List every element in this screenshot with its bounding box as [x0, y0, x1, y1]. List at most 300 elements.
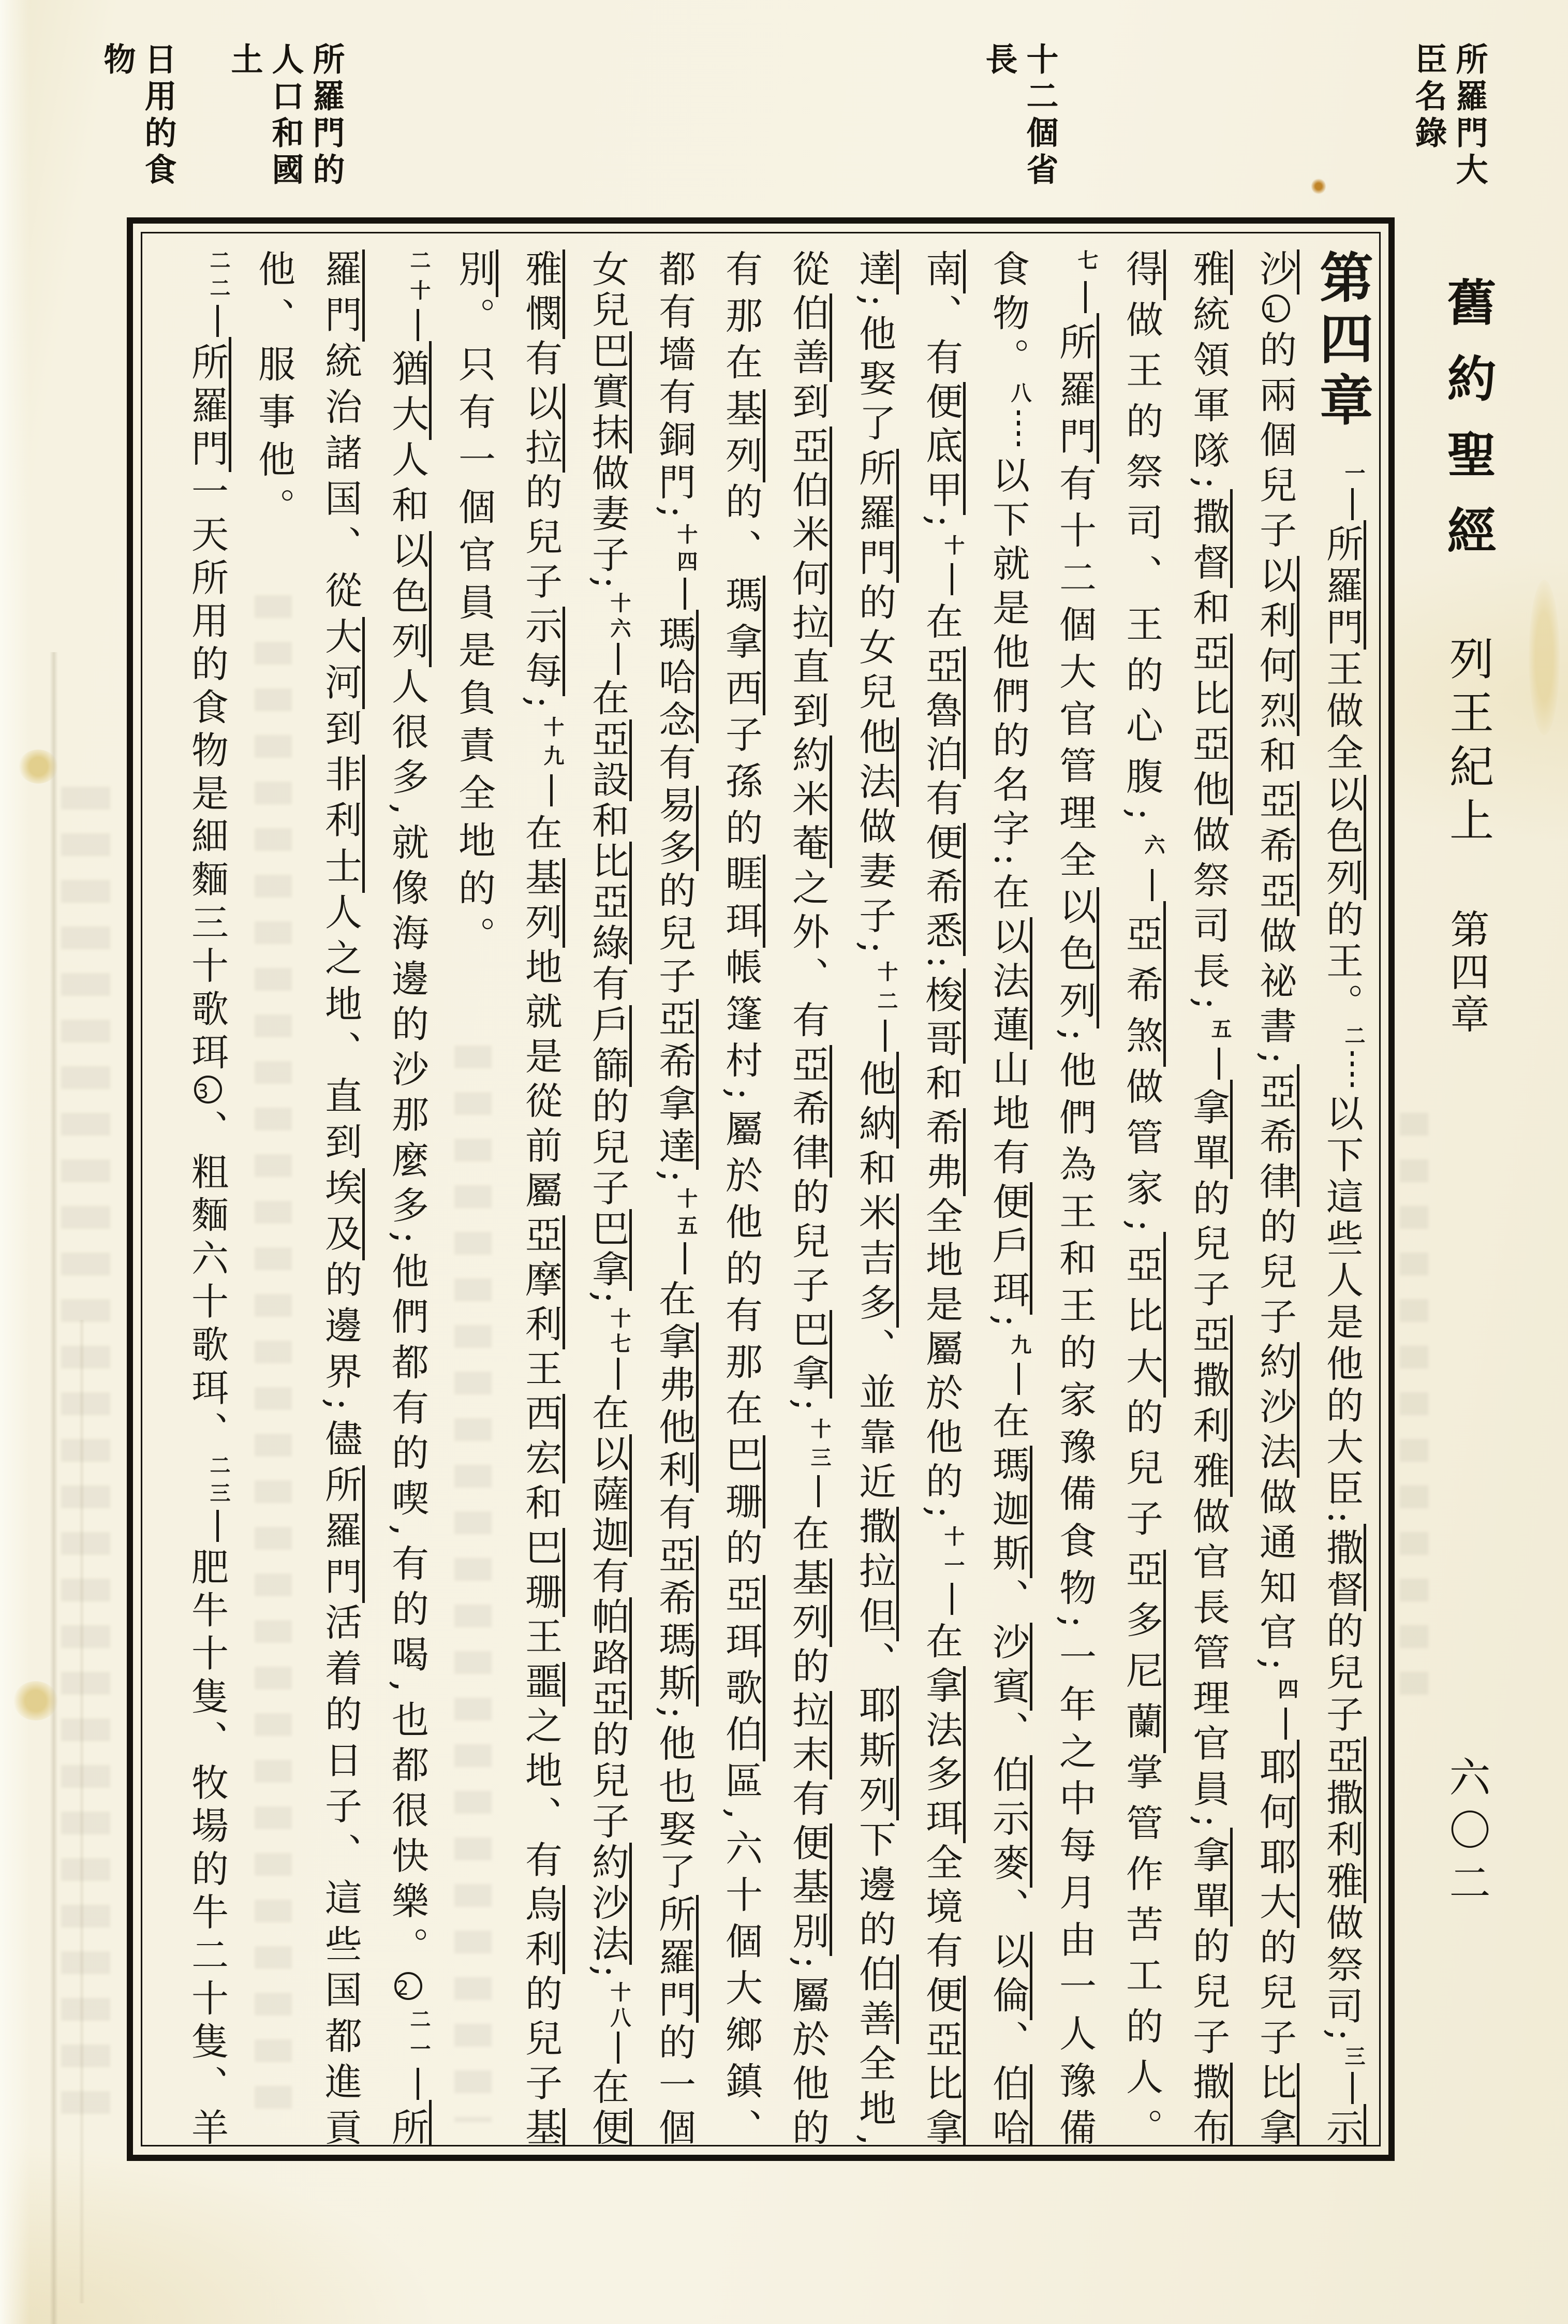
- text-column: [519, 249, 565, 2146]
- verse-numeral: 七: [1074, 249, 1099, 281]
- proper-name: 非利士: [319, 755, 365, 892]
- verse-number: [1198, 1010, 1241, 1080]
- proper-name: 別: [452, 249, 498, 297]
- text-run: 的: [719, 1528, 763, 1575]
- text-run: ;屬於他的: [786, 1956, 830, 2146]
- text-run: 在: [920, 1614, 963, 1666]
- verse-number: [597, 589, 641, 675]
- text-run: 有: [586, 964, 629, 1006]
- text-run: 他、服事他。: [252, 249, 295, 535]
- proper-name: 亞希煞: [1120, 901, 1166, 1067]
- text-run: 有: [653, 1493, 696, 1536]
- ghost-strip: [61, 787, 110, 2122]
- verse-marker-tail: [1284, 1708, 1287, 1740]
- spine-crease: [50, 652, 58, 2324]
- text-column: [853, 249, 898, 2146]
- verse-marker-tail: [684, 578, 686, 610]
- proper-name: 所羅門: [319, 1465, 365, 1603]
- verse-numeral: 九: [1008, 1327, 1032, 1363]
- proper-name: 沙賓: [986, 1623, 1032, 1711]
- text-run: ;: [519, 696, 563, 709]
- margin-note-column: 臣名錄: [1410, 42, 1447, 153]
- text-run: 做妻子;: [853, 806, 896, 954]
- text-run: 、有: [920, 293, 963, 383]
- margin-note-column: 人口和國: [267, 42, 304, 189]
- verse-numeral: 二十: [407, 249, 431, 310]
- proper-name: 約沙法: [1253, 1342, 1299, 1477]
- proper-name: 羅門: [319, 249, 365, 342]
- verse-number: [397, 2000, 440, 2100]
- proper-name: 噩: [519, 1662, 565, 1707]
- text-run: 的王。: [1320, 900, 1364, 1025]
- proper-name: 亞設: [586, 719, 632, 801]
- verse-number: [597, 1304, 641, 1390]
- verse-marker-tail: [617, 2032, 619, 2064]
- proper-name: 基列: [519, 858, 565, 948]
- proper-name: 以利何烈: [1253, 556, 1299, 736]
- verse-number: [864, 953, 908, 1051]
- verse-number: [664, 1182, 707, 1274]
- spine-crease: [79, 1320, 85, 2303]
- proper-name: 便基別: [786, 1823, 832, 1956]
- text-run: 的邊界;儘: [319, 1260, 362, 1465]
- verse-number: [197, 1454, 240, 1542]
- margin-note-population: [221, 42, 344, 189]
- text-run: 王做全: [1320, 650, 1364, 775]
- proper-name: 巴實抹: [586, 331, 632, 454]
- text-column: [1120, 249, 1165, 2146]
- proper-name: 亞希律: [786, 1045, 832, 1178]
- text-run: 在: [586, 2064, 629, 2109]
- text-run: 統治諸国、從: [319, 341, 362, 617]
- proper-name: 巴珊: [719, 1435, 765, 1528]
- verse-numeral: 二二: [206, 249, 231, 305]
- proper-name: 雅: [1187, 249, 1233, 295]
- text-run: ;: [920, 514, 963, 527]
- text-column: [653, 249, 698, 2146]
- verse-number: [931, 1519, 974, 1615]
- text-run: ;: [986, 1314, 1030, 1327]
- text-run: 之外、有: [786, 868, 830, 1045]
- verse-marker-tail: [817, 1475, 820, 1507]
- book-title: 舊約聖經: [1439, 277, 1497, 581]
- text-run: 子孫的: [719, 715, 763, 855]
- proper-name: 瑪拿西: [719, 576, 765, 715]
- proper-name: 亞摩利: [519, 1215, 565, 1349]
- proper-name: 以拉: [519, 384, 565, 473]
- verse-number: [197, 249, 240, 337]
- proper-name: 以色列: [1053, 887, 1099, 1028]
- verse-marker-tail: [617, 643, 619, 675]
- proper-name: 巴拿: [786, 1310, 832, 1399]
- text-run: 全地,: [853, 2044, 896, 2146]
- margin-note-column: 十二個省: [1021, 42, 1059, 189]
- verse-number: [1064, 249, 1108, 313]
- text-run: 和: [1187, 588, 1230, 634]
- proper-name: 撒拉但: [853, 1507, 899, 1641]
- text-column: [786, 249, 832, 2146]
- proper-name: 以薩迦: [586, 1434, 632, 1557]
- text-column: [1187, 249, 1232, 2146]
- text-run: ;他們為王和王的家豫備食物;一年之中每月由一人豫備: [1053, 1028, 1097, 2146]
- stain: [13, 1681, 58, 1720]
- proper-name: 基: [519, 2108, 565, 2145]
- chapter-heading: 第四章: [1310, 249, 1374, 434]
- proper-name: 便戶珥: [986, 1182, 1032, 1315]
- proper-name: 亞魯泊: [920, 646, 966, 779]
- text-run: 做管家;: [1120, 1067, 1163, 1232]
- verse-numeral: 二: [1341, 1025, 1366, 1051]
- text-run: 有: [786, 1779, 830, 1824]
- margin-note-column: 日用的食: [139, 42, 177, 189]
- text-run: 地就是從前屬: [519, 947, 563, 1216]
- verse-marker-tail: [417, 2068, 419, 2100]
- proper-name: 烏利: [519, 1885, 565, 1975]
- text-run: 、: [986, 1711, 1030, 1755]
- text-column: [1253, 249, 1299, 2146]
- verse-marker-tail: [550, 774, 553, 806]
- text-run: 人很多,就像海邊的沙那麼多;他們都有的喫,有的喝,也都很快樂。: [386, 667, 429, 1973]
- proper-name: 猶大: [386, 341, 432, 440]
- proper-name: 亞撒利雅: [1187, 1315, 1233, 1497]
- proper-name: 便底甲: [920, 382, 966, 514]
- text-run: 一天所用的食物是細麵三十歌珥: [185, 472, 229, 1076]
- verse-numeral: 十: [941, 527, 965, 563]
- proper-name: 南: [920, 249, 966, 293]
- text-run: ;: [586, 1965, 629, 1978]
- proper-name: 所羅門: [1320, 520, 1366, 650]
- stain: [1529, 580, 1560, 735]
- margin-note-daily-food: [94, 42, 176, 189]
- verse-marker-tail: [417, 309, 419, 341]
- proper-name: 撒布: [1187, 2063, 1233, 2145]
- proper-name: 瑪迦斯: [986, 1446, 1032, 1578]
- margin-note-column: 長: [980, 42, 1018, 79]
- text-run: 女兒: [586, 249, 629, 331]
- proper-name: 耶斯列: [853, 1686, 899, 1820]
- text-run: 王: [519, 1349, 563, 1394]
- proper-name: 所: [386, 2100, 432, 2145]
- footnote-marker: 1: [1262, 295, 1290, 322]
- proper-name: 所羅門: [653, 1895, 699, 2023]
- text-run: 做妻子;: [586, 453, 629, 589]
- proper-name: 大河: [319, 617, 365, 709]
- proper-name: 伯示麥: [986, 1755, 1032, 1888]
- verse-marker-tail: [1218, 1048, 1220, 1080]
- text-run: 、: [986, 1887, 1030, 1932]
- proper-name: 耶何耶大: [1253, 1740, 1299, 1928]
- verse-numeral: 十五: [674, 1182, 698, 1242]
- text-run: 以下就是他們的名字:在: [986, 449, 1030, 917]
- chapter-label: 第四章: [1444, 909, 1490, 1036]
- verse-numeral: 五: [1208, 1009, 1232, 1048]
- text-column: [386, 249, 431, 2146]
- verse-marker-tail: [1151, 869, 1153, 901]
- proper-name: 便: [586, 2108, 632, 2145]
- proper-name: 以法蓮: [986, 917, 1032, 1050]
- text-run: 之地、有: [519, 1706, 563, 1885]
- proper-name: 拿法多珥: [920, 1666, 966, 1843]
- text-run: 、: [986, 1578, 1030, 1623]
- text-column: [720, 249, 762, 2145]
- proper-name: 拿弗他利: [653, 1322, 699, 1493]
- text-run: 的兒子: [1253, 1207, 1297, 1343]
- verse-numeral: 十四: [674, 518, 698, 578]
- text-run: 有: [519, 339, 563, 384]
- proper-name: 便亞比拿: [920, 1976, 966, 2145]
- footnote-marker: 2: [394, 1972, 422, 2000]
- text-run: 和: [519, 1483, 563, 1528]
- text-run: 的兒子: [1120, 1398, 1163, 1550]
- text-columns: [158, 249, 1374, 2146]
- verse-number: [1332, 458, 1375, 520]
- margin-note-column: 物: [98, 42, 136, 79]
- text-run: 山地有: [986, 1049, 1030, 1182]
- text-run: 、粗麵六十歌珥、: [185, 1104, 229, 1455]
- text-run: 的兒子: [1253, 1928, 1297, 2063]
- verse-number: [998, 382, 1041, 449]
- proper-name: 比拿: [1253, 2063, 1299, 2145]
- proper-name: 沙: [1253, 249, 1299, 295]
- text-run: 王: [519, 1617, 563, 1662]
- text-run: 有: [653, 743, 696, 786]
- margin-note-column: 所羅門的: [307, 42, 345, 189]
- text-run: 的兒子: [1187, 1926, 1230, 2063]
- section-title: 列王紀上: [1442, 636, 1493, 851]
- proper-name: 基列: [719, 389, 765, 482]
- text-run: 的兩個兒子: [1253, 322, 1297, 556]
- text-run: 有: [586, 1556, 629, 1598]
- proper-name: 睚珥: [719, 855, 765, 948]
- text-run: ;: [653, 1170, 696, 1183]
- text-run: 在: [920, 595, 963, 646]
- verse-number: [998, 1327, 1041, 1395]
- proper-name: 以倫: [986, 1932, 1032, 2020]
- proper-name: 巴拿: [586, 1209, 632, 1291]
- proper-name: 帕路亞: [586, 1597, 632, 1720]
- proper-name: 所羅門: [1053, 313, 1099, 464]
- proper-name: 埃及: [319, 1168, 365, 1260]
- margin-note-officials: [1406, 42, 1487, 189]
- verse-number: [530, 709, 574, 806]
- text-run: 做官長管理官員;: [1187, 1497, 1230, 1828]
- text-run: 的兒子: [586, 1086, 629, 1210]
- text-column: [453, 249, 495, 2145]
- proper-name: 伯善: [853, 1954, 899, 2044]
- text-run: 全境有: [920, 1843, 963, 1976]
- verse-number: [1131, 820, 1175, 901]
- text-run: 在: [986, 1394, 1030, 1446]
- text-run: 做王的祭司、王的心腹;: [1120, 300, 1163, 820]
- proper-name: 比亞綠: [586, 842, 632, 964]
- text-run: 帳篷村;屬於他的有那在: [719, 948, 763, 1435]
- text-run: 下邊的: [853, 1820, 896, 1955]
- proper-name: 基列: [786, 1558, 832, 1647]
- proper-name: 亞珥歌伯: [719, 1575, 765, 1761]
- text-run: 和: [586, 801, 629, 842]
- proper-name: 所羅門: [185, 337, 231, 472]
- verse-numeral: 十一: [941, 1518, 965, 1583]
- verse-marker-tail: [1017, 1363, 1020, 1395]
- proper-name: 亞比亞他: [1187, 634, 1233, 815]
- text-column: [1310, 249, 1374, 2146]
- proper-name: 亞希亞: [1253, 781, 1299, 916]
- verse-number: [597, 1978, 641, 2064]
- proper-name: 示: [1320, 2104, 1366, 2146]
- text-run: 的兒子: [653, 871, 696, 999]
- text-run: 掌管作苦工的人。: [1120, 1753, 1163, 2146]
- verse-marker-tail: [951, 563, 953, 595]
- text-column: [586, 249, 631, 2146]
- proper-name: 撒督: [1320, 1524, 1366, 1612]
- verse-number: [397, 249, 440, 341]
- text-run: 的兒子: [519, 1974, 563, 2109]
- text-run: ;: [586, 1291, 629, 1304]
- verse-number: [931, 527, 974, 595]
- proper-name: 拿單: [1187, 1080, 1233, 1179]
- text-column: [185, 249, 231, 2146]
- proper-name: 瑪哈念: [653, 610, 699, 743]
- verse-marker-tail: [617, 1358, 619, 1390]
- text-run: 人和: [386, 440, 429, 531]
- verse-numeral: 十三: [807, 1411, 832, 1476]
- proper-name: 亞希瑪斯: [653, 1536, 699, 1707]
- text-run: 做祕書;: [1253, 916, 1297, 1064]
- proper-name: 雅憫: [519, 249, 565, 339]
- text-run: 活着的日子、這些国都進貢: [319, 1602, 362, 2146]
- proper-name: 約沙法: [586, 1843, 632, 1965]
- text-run: 以下這些人是他的大臣:: [1320, 1089, 1364, 1524]
- proper-name: 伯哈: [986, 2064, 1032, 2145]
- text-run: 統領軍隊;: [1187, 295, 1230, 490]
- proper-name: 以色列: [386, 531, 432, 667]
- verse-numeral: 十六: [607, 589, 631, 643]
- text-run: 的兒子: [519, 473, 563, 607]
- text-run: 。只有一個官員是負責全地的。: [452, 297, 496, 964]
- verse-numeral: 八: [1008, 382, 1032, 411]
- text-run: 從: [786, 249, 830, 294]
- verse-numeral: 二一: [407, 2000, 431, 2068]
- footnote-marker: 3: [194, 1076, 222, 1104]
- text-column: [986, 249, 1032, 2146]
- verse-numeral: 十八: [607, 1977, 631, 2032]
- text-run: 在: [786, 1507, 830, 1558]
- proper-name: 達: [853, 249, 899, 295]
- proper-name: 撒督: [1187, 489, 1233, 588]
- proper-name: 米吉多: [853, 1194, 899, 1328]
- proper-name: 拿單: [1187, 1828, 1233, 1926]
- proper-name: 所羅門: [853, 449, 899, 583]
- margin-note-column: 土: [226, 42, 263, 79]
- proper-name: 伯善: [786, 293, 832, 382]
- text-run: 的兒子: [586, 1720, 629, 1843]
- text-run: ;他娶了: [853, 294, 896, 449]
- verse-marker-tail: [884, 1020, 886, 1052]
- text-column: [320, 249, 361, 2145]
- proper-name: 戶篩: [586, 1005, 632, 1087]
- heading-gap: [1341, 434, 1342, 458]
- verse-number: [797, 1411, 841, 1507]
- proper-name: 希弗: [920, 1108, 966, 1197]
- stain: [19, 749, 58, 784]
- verse-numeral: 六: [1141, 820, 1165, 870]
- text-run: 做祭司;: [1320, 1903, 1364, 2041]
- text-run: 和: [1253, 736, 1297, 781]
- proper-name: 他納: [853, 1052, 899, 1149]
- text-run: ;: [786, 1398, 830, 1411]
- proper-name: 示每: [519, 607, 565, 696]
- text-run: 的兒子: [1320, 1611, 1364, 1737]
- text-run: 和: [920, 1064, 963, 1108]
- verse-numeral: 四: [1275, 1670, 1299, 1708]
- verse-marker-tail: [1017, 410, 1020, 449]
- verse-numeral: 二三: [206, 1454, 231, 1510]
- verse-numeral: 十七: [607, 1303, 631, 1358]
- verse-number: [1332, 1025, 1375, 1090]
- text-run: 直到: [786, 647, 830, 736]
- text-column: [253, 249, 294, 2145]
- proper-name: 得: [1120, 249, 1166, 300]
- text-run: 、: [853, 1641, 896, 1686]
- proper-name: 約米菴: [786, 736, 832, 868]
- text-run: 肥牛十隻、牧場的牛二十隻、羊: [185, 1541, 229, 2146]
- verse-marker-tail: [951, 1583, 953, 1615]
- text-run: ;他也娶了: [653, 1706, 696, 1895]
- text-run: 的兒子: [1187, 1179, 1230, 1315]
- text-run: 食物。: [986, 249, 1030, 382]
- proper-name: 便希悉: [920, 823, 966, 955]
- text-run: 的、: [719, 482, 763, 576]
- text-column: [1053, 249, 1099, 2146]
- text-run: :: [920, 955, 963, 968]
- verse-marker-tail: [1351, 1051, 1354, 1090]
- verse-number: [1265, 1670, 1308, 1740]
- verse-marker-tail: [1351, 488, 1354, 520]
- proper-name: 亞多尼蘭: [1120, 1550, 1166, 1753]
- text-run: 在: [519, 806, 563, 859]
- text-run: 的女兒: [853, 583, 896, 717]
- proper-name: 亞撒利雅: [1320, 1737, 1366, 1903]
- page-number: 六〇二: [1442, 1756, 1490, 1914]
- proper-name: 亞比大: [1120, 1232, 1166, 1398]
- text-run: 、: [986, 2020, 1030, 2064]
- proper-name: 易多: [653, 786, 699, 871]
- verse-marker-tail: [1351, 2072, 1354, 2104]
- proper-name: 以色列: [1320, 775, 1366, 900]
- verse-numeral: 三: [1341, 2041, 1366, 2072]
- text-run: 的兒子: [786, 1177, 830, 1310]
- text-run: 在: [586, 675, 629, 719]
- text-run: 、並靠近: [853, 1328, 896, 1507]
- text-run: 區,六十個大鄉鎮、: [719, 1761, 763, 2146]
- verse-numeral: 一: [1341, 457, 1366, 488]
- margin-note-governors: [976, 42, 1058, 189]
- proper-name: 亞希拿達: [653, 999, 699, 1170]
- verse-number: [1332, 2041, 1375, 2104]
- text-run: 到: [786, 382, 830, 426]
- margin-note-column: 所羅門大: [1451, 42, 1488, 189]
- ghost-strip: [1400, 1113, 1428, 1708]
- text-run: 有: [920, 778, 963, 823]
- verse-marker-tail: [216, 1510, 219, 1542]
- text-run: 和: [853, 1149, 896, 1194]
- text-run: 的: [786, 1646, 830, 1691]
- text-run: 在: [653, 1274, 696, 1322]
- verse-number: [664, 518, 707, 610]
- text-run: 的一個: [653, 2023, 696, 2146]
- proper-name: 亞希律: [1253, 1064, 1299, 1207]
- proper-name: 梭哥: [920, 968, 966, 1064]
